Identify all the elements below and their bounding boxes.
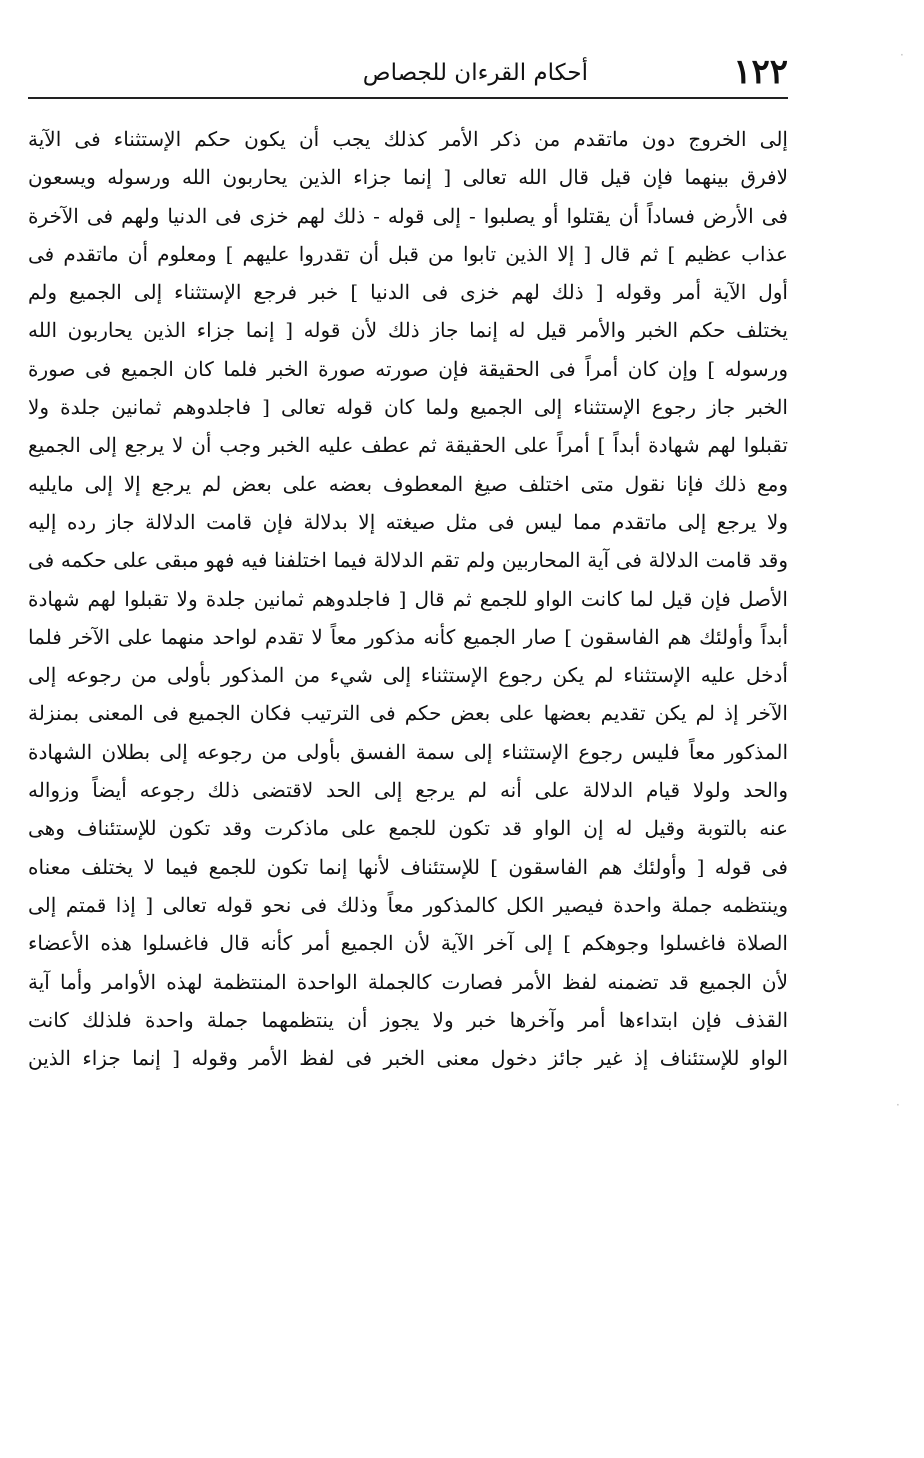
text-line: فى الأرض فساداً أن يقتلوا أو يصلبوا - إلى قوله - ذلك لهم خزى فى الدنيا ولهم فى الآخرة: [28, 203, 788, 228]
running-title: أحكام القرءان للجصاص: [362, 60, 588, 86]
body-text: [28, 120, 788, 1077]
text-line: أبداً وأولئك هم الفاسقون ] صار الجميع كأنه مذكور معاً لا تقدم لواحد منهما على الآخر فلما: [28, 624, 788, 649]
text-line: عنه بالتوبة وقيل له إن الواو قد تكون للجمع على ماذكرت وقد تكون للإستئناف وهى: [28, 816, 788, 841]
text-line: أول الآية أمر وقوله [ ذلك لهم خزى فى الدنيا ] خبر فرجع الإستثناء إلى الجميع ولم: [28, 280, 788, 305]
page-header: [28, 46, 788, 92]
text-line: عذاب عظيم ] ثم قال [ إلا الذين تابوا من قبل أن تقدروا عليهم ] ومعلوم أن ماتقدم فى: [28, 241, 788, 266]
text-line: فى قوله [ وأولئك هم الفاسقون ] للإستئناف لأنها إنما تكون للجمع فيما لا يختلف معناه: [28, 854, 788, 879]
scan-speck: ·: [896, 1098, 900, 1112]
text-line: يختلف حكم الخبر والأمر قيل له إنما جاز ذلك لأن قوله [ إنما جزاء الذين يحاربون الله: [28, 318, 788, 343]
text-line: والحد ولولا قيام الدلالة على أنه لم يرجع إلى الحد لاقتضى ذلك رجوعه أيضاً وزواله: [28, 778, 788, 803]
text-line: لافرق بينهما فإن قيل قال الله تعالى [ إنما جزاء الذين يحاربون الله ورسوله ويسعون: [28, 165, 788, 190]
text-line: ومع ذلك فإنا نقول متى اختلف صيغ المعطوف بعضه على بعض لم يرجع إلا إلى مايليه: [28, 471, 788, 496]
text-line: أدخل عليه الإستثناء لم يكن رجوع الإستثناء إلى شيء من المذكور بأولى من رجوعه إلى: [28, 663, 788, 688]
text-line: الأصل فإن قيل لما كانت الواو للجمع ثم قال [ فاجلدوهم ثمانين جلدة ولا تقبلوا لهم شهادة: [28, 586, 788, 611]
text-line: القذف فإن ابتداءها أمر وآخرها خبر ولا يجوز أن ينتظمهما جملة واحدة فلذلك كانت: [28, 1007, 788, 1032]
text-line: وينتظمه جملة واحدة فيصير الكل كالمذكور معاً وذلك فى نحو قوله تعالى [ إذا قمتم إلى: [28, 892, 788, 917]
text-line: ورسوله ] وإن كان أمراً فى الحقيقة فإن صورته صورة الخبر فلما كان الجميع فى صورة: [28, 356, 788, 381]
text-line: الصلاة فاغسلوا وجوهكم ] إلى آخر الآية لأن الجميع أمر كأنه قال فاغسلوا هذه الأعضاء: [28, 931, 788, 956]
text-line: الخبر جاز رجوع الإستثناء إلى الجميع ولما كان قوله تعالى [ فاجلدوهم ثمانين جلدة ولا: [28, 395, 788, 420]
text-line: الآخر إذ لم يكن تقديم بعضها على بعض حكم فى الترتيب فكان الجميع فى المعنى بمنزلة: [28, 701, 788, 726]
scan-speck: ·: [900, 48, 904, 62]
text-line: إلى الخروج دون ماتقدم من ذكر الأمر كذلك يجب أن يكون حكم الإستثناء فى الآية: [28, 127, 788, 151]
text-line: وقد قامت الدلالة فى آية المحاربين ولم تقم الدلالة فيما اختلفنا فيه فهو مبقى على حكمه فى: [28, 548, 788, 573]
text-line: لأن الجميع قد تضمنه لفظ الأمر فصارت كالجملة الواحدة المنتظمة لهذه الأوامر وأما آية: [28, 969, 788, 994]
text-line: ولا يرجع إلى ماتقدم مما ليس فى مثل صيغته إلا بدلالة فإن قامت الدلالة جاز رده إليه: [28, 509, 788, 534]
page-number: ١٢٢: [733, 52, 788, 92]
text-line: المذكور معاً فليس رجوع الإستثناء إلى سمة الفسق بأولى من رجوعه إلى بطلان الشهادة: [28, 739, 788, 764]
text-line: الواو للإستئناف إذ غير جائز دخول معنى الخبر فى لفظ الأمر وقوله [ إنما جزاء الذين: [28, 1046, 788, 1071]
text-line: تقبلوا لهم شهادة أبداً ] أمراً على الحقيقة ثم عطف عليه الخبر وجب أن لا يرجع إلى الجميع: [28, 433, 788, 458]
header-divider: [28, 97, 788, 99]
